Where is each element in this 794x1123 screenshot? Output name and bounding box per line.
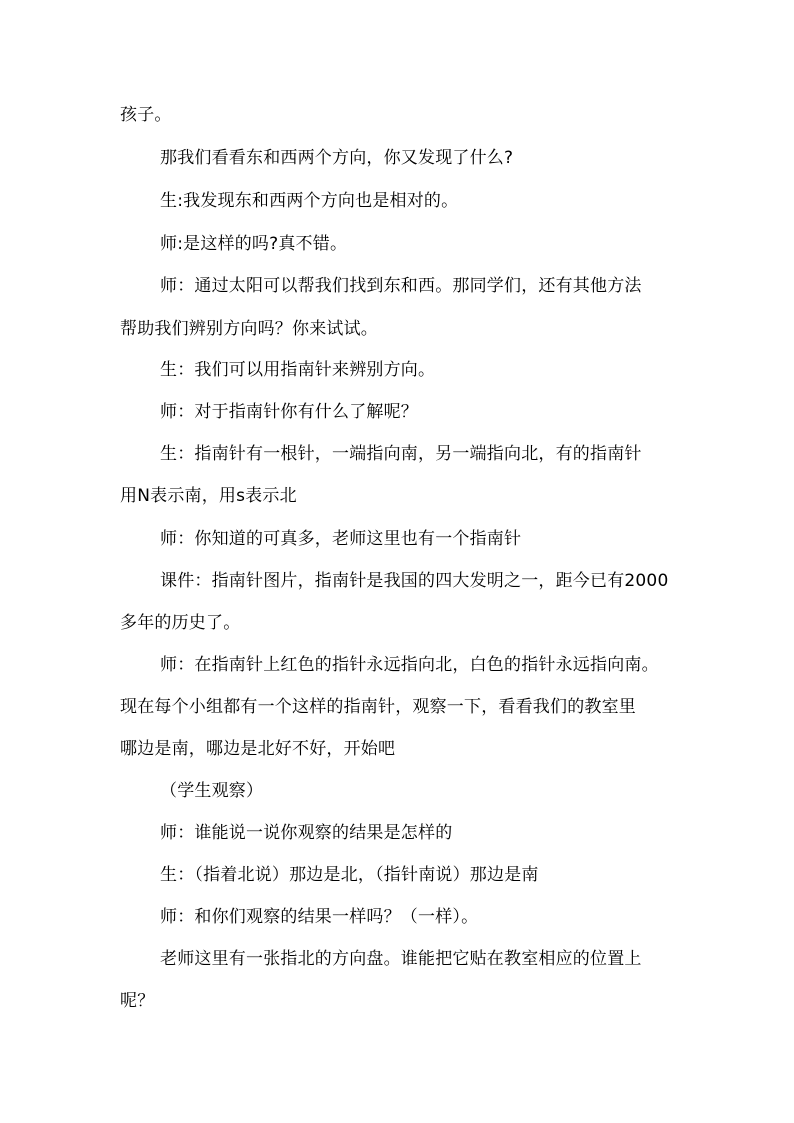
text-line-8: 师：对于指南针你有什么了解呢？ <box>160 402 418 422</box>
text-line-17: （学生观察） <box>160 781 264 801</box>
text-line-2: 那我们看看东和西两个方向，你又发现了什么? <box>160 148 514 168</box>
text-line-6: 帮助我们辨别方向吗？你来试试。 <box>120 319 378 339</box>
text-line-7: 生：我们可以用指南针来辨别方向。 <box>160 360 436 380</box>
text-line-10: 用N表示南，用s表示北 <box>120 486 297 506</box>
text-line-3: 生:我发现东和西两个方向也是相对的。 <box>160 191 459 211</box>
text-line-18: 师：谁能说一说你观察的结果是怎样的 <box>160 823 453 843</box>
text-line-19: 生：（指着北说）那边是北，（指针南说）那边是南 <box>160 865 539 885</box>
text-line-13: 多年的历史了。 <box>120 613 241 633</box>
text-line-9: 生：指南针有一根针，一端指向南，另一端指向北，有的指南针 <box>160 444 642 464</box>
text-line-14: 师：在指南针上红色的指针永远指向北，白色的指针永远指向南。 <box>160 655 659 675</box>
text-line-5: 师：通过太阳可以帮我们找到东和西。那同学们，还有其他方法 <box>160 276 642 296</box>
text-line-15: 现在每个小组都有一个这样的指南针，观察一下，看看我们的教室里 <box>120 697 636 717</box>
text-line-21: 老师这里有一张指北的方向盘。谁能把它贴在教室相应的位置上 <box>160 949 642 969</box>
text-line-20: 师：和你们观察的结果一样吗？（一样）。 <box>160 907 479 927</box>
text-line-1: 孩子。 <box>120 105 172 125</box>
text-line-11: 师：你知道的可真多，老师这里也有一个指南针 <box>160 529 522 549</box>
text-line-16: 哪边是南，哪边是北好不好，开始吧 <box>120 739 396 759</box>
text-line-4: 师:是这样的吗?真不错。 <box>160 234 348 254</box>
text-line-12: 课件：指南针图片，指南针是我国的四大发明之一，距今已有2000 <box>160 571 669 591</box>
text-line-22: 呢？ <box>120 991 155 1011</box>
